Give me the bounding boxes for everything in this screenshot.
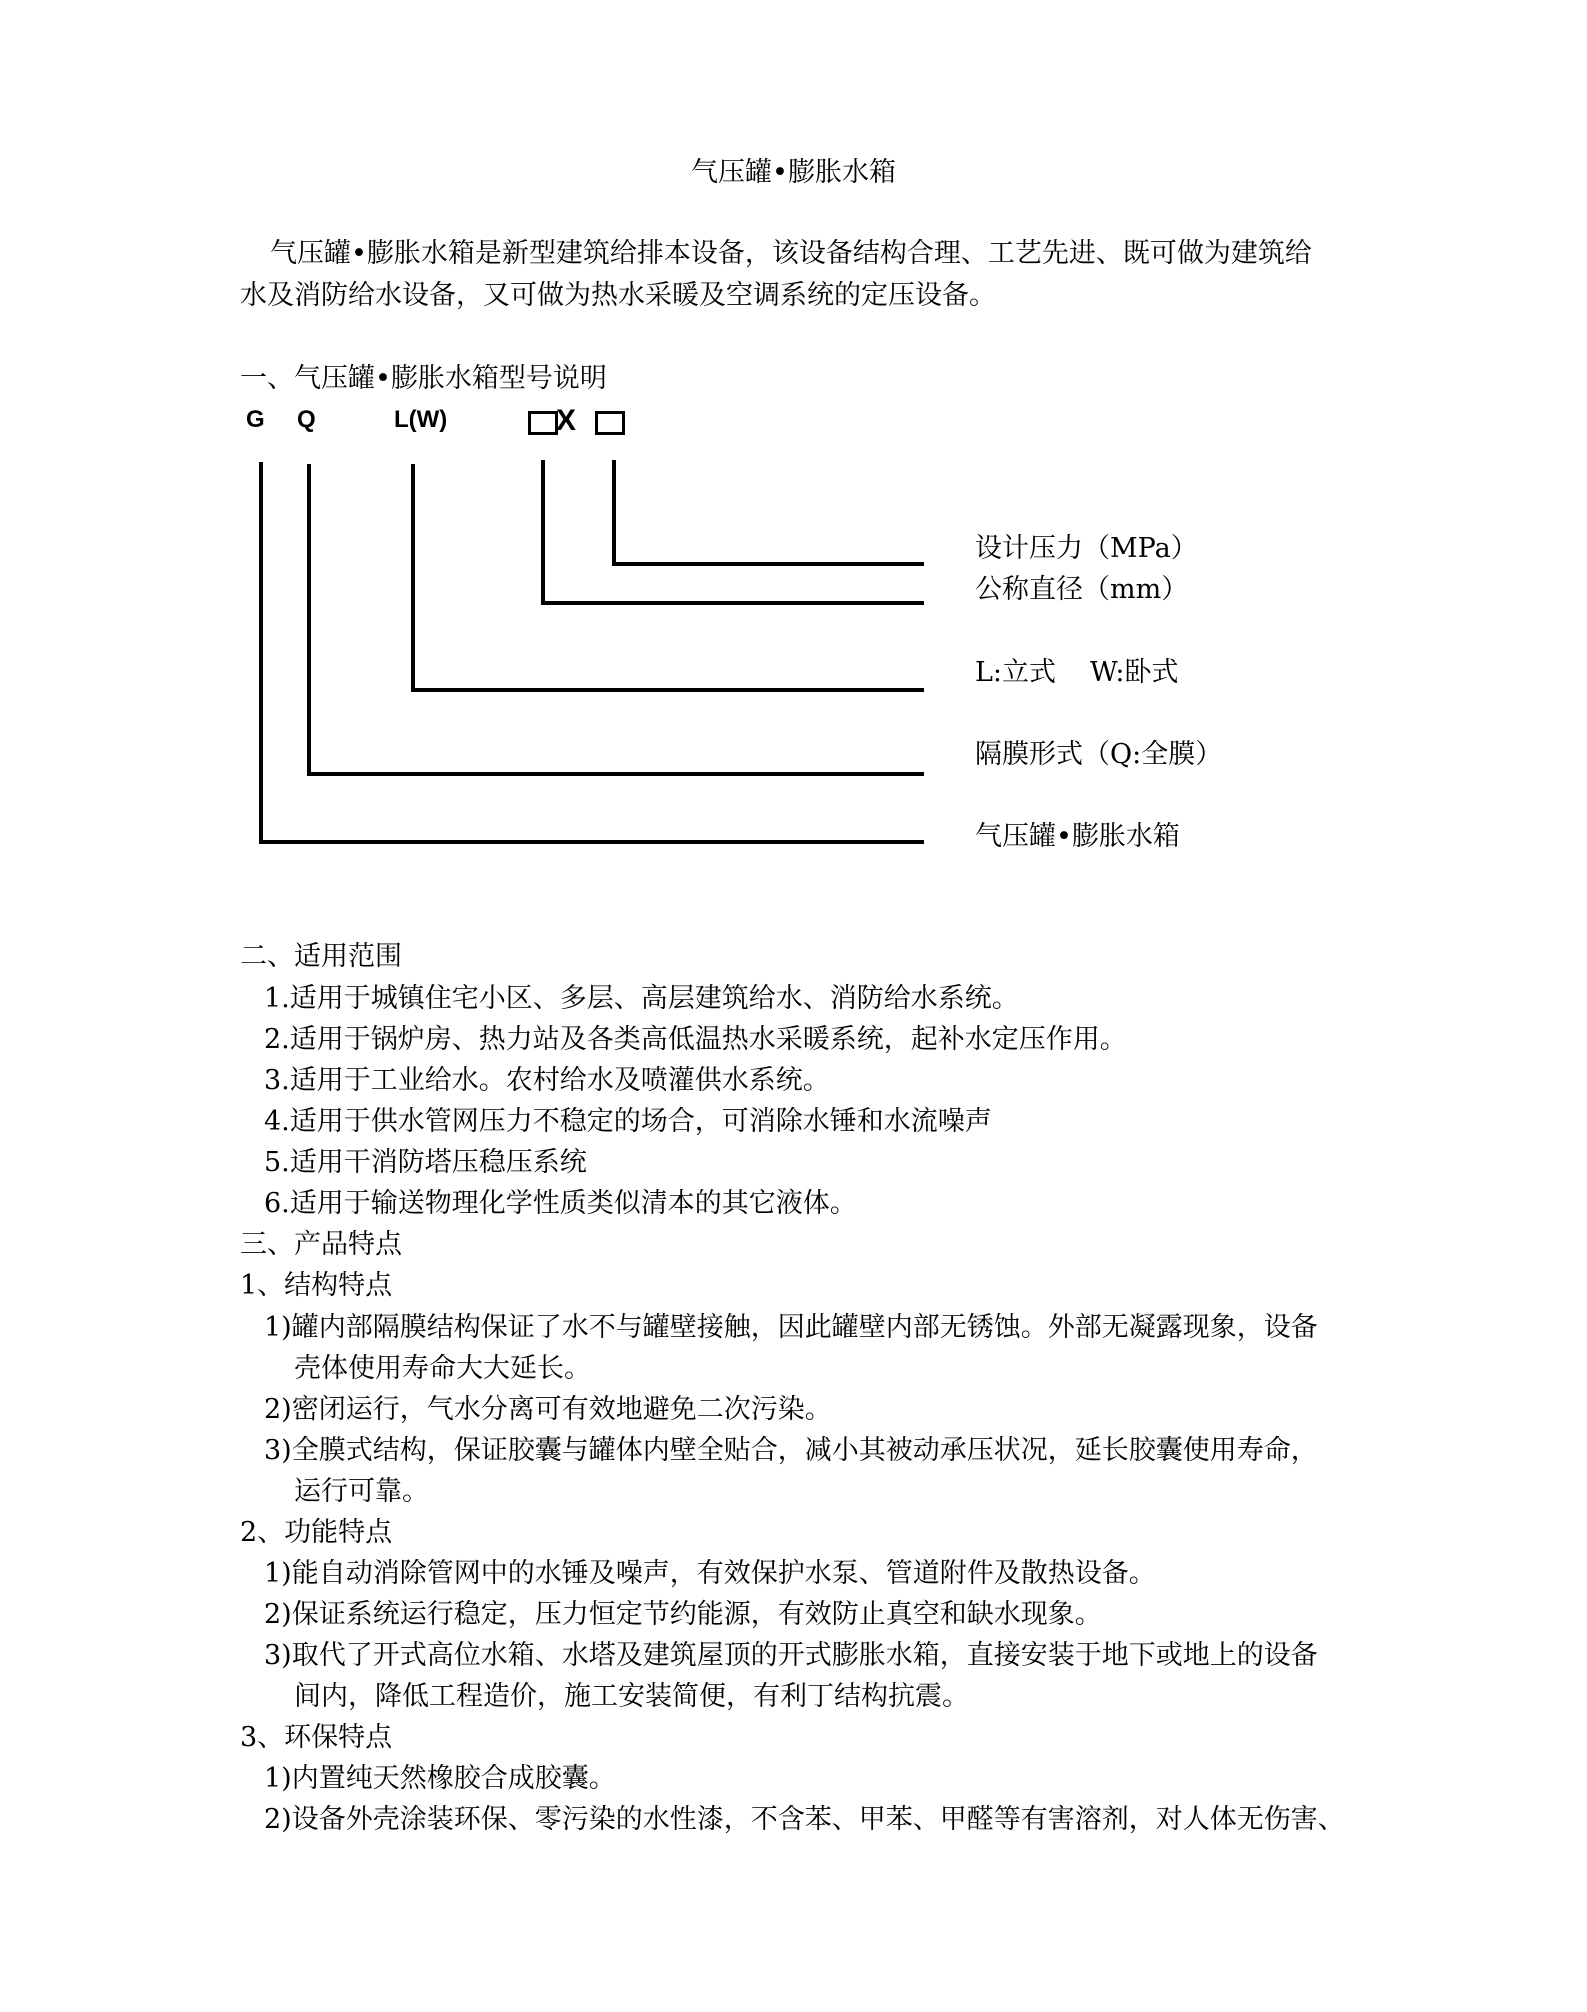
label-product: 气压罐•膨胀水箱 (975, 821, 1180, 852)
section1-heading: 一、气压罐•膨胀水箱型号说明 (240, 363, 607, 394)
structure-item-2: 2)密闭运行，气水分离可有效地避免二次污染。 (264, 1394, 832, 1425)
section3-heading: 三、产品特点 (240, 1229, 402, 1260)
structure-item-1-line-2: 壳体使用寿命大大延长。 (294, 1353, 591, 1384)
scope-item-1: 1.适用于城镇住宅小区、多层、高层建筑给水、消防给水系统。 (264, 983, 1019, 1014)
model-code-g: G (246, 406, 265, 433)
intro-line-1: 气压罐•膨胀水箱是新型建筑给排本设备，该设备结构合理、工艺先进、既可做为建筑给 (270, 238, 1312, 269)
connector-lw (413, 466, 922, 690)
connector-pressure (614, 462, 922, 564)
eco-features-heading: 3、环保特点 (240, 1722, 393, 1753)
connector-diameter (543, 462, 922, 603)
scope-item-5: 5.适用干消防塔压稳压系统 (264, 1147, 587, 1178)
function-features-heading: 2、功能特点 (240, 1517, 393, 1548)
structure-item-3-line-1: 3)全膜式结构，保证胶囊与罐体内壁全贴合，减小其被动承压状况，延长胶囊使用寿命， (264, 1435, 1318, 1466)
intro-line-2: 水及消防给水设备，又可做为热水采暖及空调系统的定压设备。 (240, 280, 996, 311)
connector-g (261, 464, 922, 842)
scope-item-2: 2.适用于锅炉房、热力站及各类高低温热水采暖系统，起补水定压作用。 (264, 1024, 1127, 1055)
section2-heading: 二、适用范围 (240, 941, 402, 972)
scope-item-6: 6.适用于输送物理化学性质类似清本的其它液体。 (264, 1188, 857, 1219)
eco-item-2: 2)设备外壳涂装环保、零污染的水性漆，不含苯、甲苯、甲醛等有害溶剂，对人体无伤害、 (264, 1804, 1345, 1835)
eco-item-1: 1)内置纯天然橡胶合成胶囊。 (264, 1763, 616, 1794)
page-title: 气压罐•膨胀水箱 (691, 157, 896, 188)
model-code-q: Q (297, 406, 316, 433)
scope-item-3: 3.适用于工业给水。农村给水及喷灌供水系统。 (264, 1065, 830, 1096)
label-type-horizontal: W:卧式 (1090, 657, 1179, 688)
structure-features-heading: 1、结构特点 (240, 1270, 393, 1301)
label-design-pressure: 设计压力（MPa） (975, 533, 1198, 564)
label-type-vertical: L:立式 (975, 657, 1057, 688)
label-membrane-form: 隔膜形式（Q:全膜） (975, 739, 1223, 770)
model-code-x: X (556, 404, 577, 437)
function-item-3-line-2: 间内，降低工程造价，施工安装简便，有利丁结构抗震。 (294, 1681, 969, 1712)
function-item-1: 1)能自动消除管网中的水锤及噪声，有效保护水泵、管道附件及散热设备。 (264, 1558, 1156, 1589)
structure-item-1-line-1: 1)罐内部隔膜结构保证了水不与罐壁接触，因此罐壁内部无锈蚀。外部无凝露现象，设备 (264, 1312, 1318, 1343)
structure-item-3-line-2: 运行可靠。 (294, 1476, 429, 1507)
model-code-lw: L(W) (394, 406, 448, 433)
scope-item-4: 4.适用于供水管网压力不稳定的场合，可消除水锤和水流噪声 (264, 1106, 992, 1137)
function-item-3-line-1: 3)取代了开式高位水箱、水塔及建筑屋顶的开式膨胀水箱，直接安装于地下或地上的设备 (264, 1640, 1318, 1671)
function-item-2: 2)保证系统运行稳定，压力恒定节约能源，有效防止真空和缺水现象。 (264, 1599, 1102, 1630)
label-nominal-diameter: 公称直径（mm） (975, 574, 1189, 605)
